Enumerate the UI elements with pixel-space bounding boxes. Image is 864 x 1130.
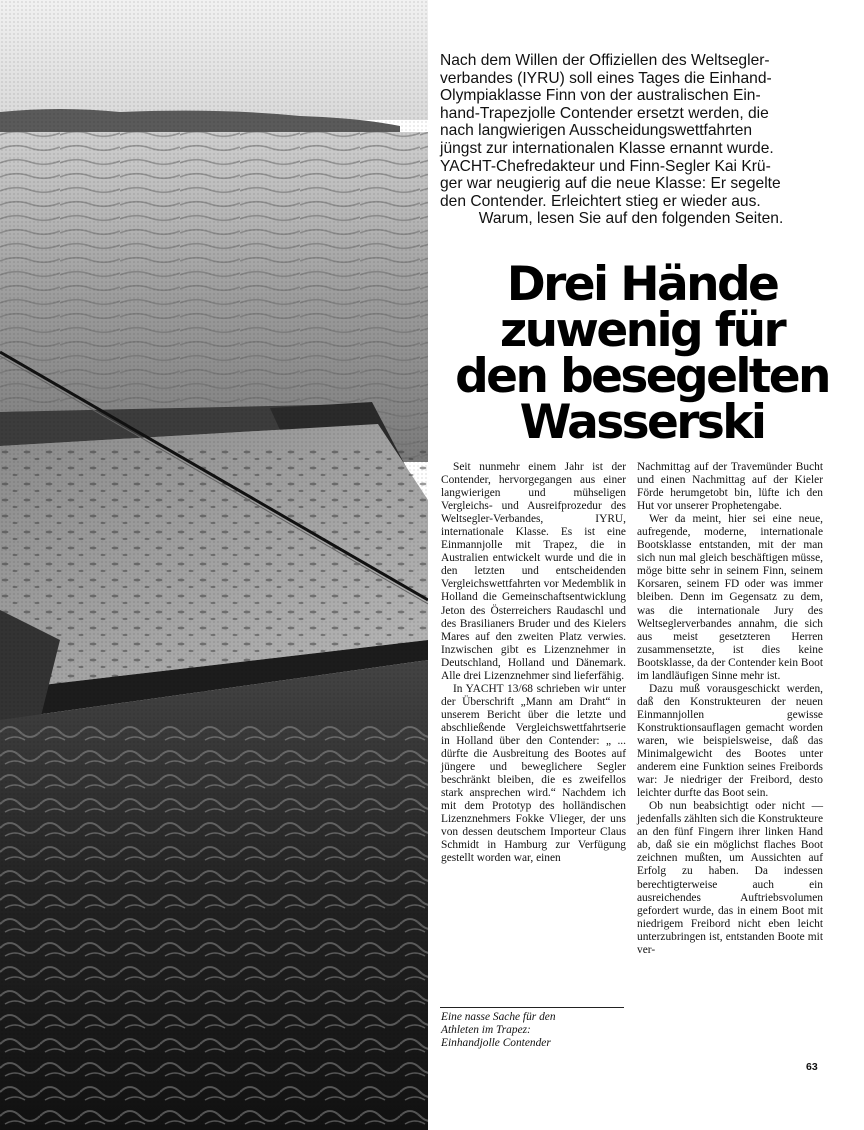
sailing-photo bbox=[0, 0, 428, 1130]
intro-line: hand-Trapezjolle Contender ersetzt werden, die bbox=[440, 104, 769, 122]
body-paragraph: Ob nun beabsichtigt oder nicht — jedenfalls zählten sich die Konstrukteure an den fünf Fingern ihrer linken Hand ab, daß sie ein möglichst flaches Boot zeichnen mußten, um Aussichten auf Erfolg zu haben. Da indessen berechtigterweise auch ein ausreichendes Auftriebsvolumen gefordert wurde, das in einem Boot mit niedrigem Freibord nicht eben leicht unterzubringen ist, entstanden Boote mit ver- bbox=[637, 800, 823, 956]
intro-text bbox=[440, 52, 822, 228]
body-paragraph: Nachmittag auf der Travemünder Bucht und einen Nachmittag auf der Kieler Förde herumgetobt bin, lüfte ich den Hut vor unserer Prophetengabe. bbox=[637, 461, 823, 513]
headline bbox=[432, 257, 852, 450]
body-paragraph: Wer da meint, hier sei eine neue, aufregende, moderne, internationale Bootsklasse entstanden, mit der man sich nun mal gleich beschäftigen müsse, möge bitte sehr in seinem Finn, seinem Korsaren, seinem FD oder was immer bleiben. Denn im Gegensatz zu dem, was die internationale Jury des Weltseglerverbandes annahm, die sich aus meist gesetzteren Herren zusammensetzte, ist dies keine Bootsklasse, da der Contender kein Boot im landläufigen Sinne mehr ist. bbox=[637, 513, 824, 682]
intro-line: ger war neugierig auf die neue Klasse: Er segelte bbox=[440, 175, 781, 193]
body-column-2 bbox=[637, 461, 823, 957]
intro-line: verbandes (IYRU) soll eines Tages die Einhand- bbox=[440, 69, 772, 87]
intro-line: jüngst zur internationalen Klasse ernannt wurde. bbox=[440, 139, 774, 157]
photo-caption bbox=[441, 1011, 626, 1051]
caption-divider bbox=[440, 1007, 624, 1008]
headline-line: zuwenig für bbox=[499, 303, 785, 358]
headline-line: Wasserski bbox=[519, 395, 765, 450]
page-number: 63 bbox=[806, 1061, 818, 1073]
intro-line: Nach dem Willen der Offiziellen des Weltsegler- bbox=[440, 52, 770, 69]
intro-line: den Contender. Erleichtert stieg er wieder aus. bbox=[440, 192, 761, 210]
caption-line: Eine nasse Sache für den bbox=[441, 1011, 556, 1023]
body-paragraph: In YACHT 13/68 schrieben wir unter der Überschrift „Mann am Draht“ in unserem Bericht über die letzte und abschließende Vergleichswettfahrtserie in Holland über den Contender: „ ... dürfte die Ausbreitung des Bootes auf jüngere und beweglichere Segler beschränkt bleiben, die es zweifellos stark ansprechen wird.“ Nachdem ich mit dem Prototyp des holländischen Lizenznehmers Fokke Vlieger, der uns von dessen deutschem Importeur Claus Schmidt in Hamburg zur Verfügung gestellt worden war, einen bbox=[441, 682, 626, 865]
photo-illustration bbox=[0, 0, 428, 1130]
intro-line: Olympiaklasse Finn von der australischen Ein- bbox=[440, 87, 761, 105]
intro-line: nach langwierigen Ausscheidungswettfahrten bbox=[440, 122, 753, 140]
intro-line: Warum, lesen Sie auf den folgenden Seiten. bbox=[478, 210, 784, 228]
intro-line: YACHT-Chefredakteur und Finn-Segler Kai Krü- bbox=[440, 157, 771, 175]
body-paragraph: Seit nunmehr einem Jahr ist der Contender, hervorgegangen aus einer langwierigen und mühseligen Vergleichs- und Ausreifprozedur des Weltsegler-Verbandes, IYRU, internationale Klasse. Es ist eine Einmannjolle mit Trapez, die in Australien entwickelt wurde und die in den letzten und entscheidenden Vergleichswettfahrten vor Medemblik in Holland die Gemeinschaftsentwicklung Jeton des Österreichers Raudaschl und des Brasilianers Bruder und des Kielers Mares auf den zweiten Platz verwies. Inzwischen gibt es Lizenznehmer in Deutschland, Holland und Dänemark. Alle drei Lizenznehmer sind lieferfähig. bbox=[441, 461, 626, 682]
caption-line: Einhandjolle Contender bbox=[441, 1037, 551, 1050]
body-column-1 bbox=[441, 461, 626, 865]
body-paragraph: Dazu muß vorausgeschickt werden, daß den Konstrukteuren der neuen Einmannjollen gewisse Konstruktionsauflagen gemacht worden waren, wie beispielsweise, daß das Minimalgewicht des Bootes unter anderem eine Funktion seines Freibords war: Je niedriger der Freibord, desto leichter durfte das Boot sein. bbox=[637, 682, 823, 800]
caption-line: Athleten im Trapez: bbox=[441, 1024, 531, 1037]
headline-line: Drei Hände bbox=[506, 257, 778, 312]
headline-line: den besegelten bbox=[455, 349, 829, 404]
